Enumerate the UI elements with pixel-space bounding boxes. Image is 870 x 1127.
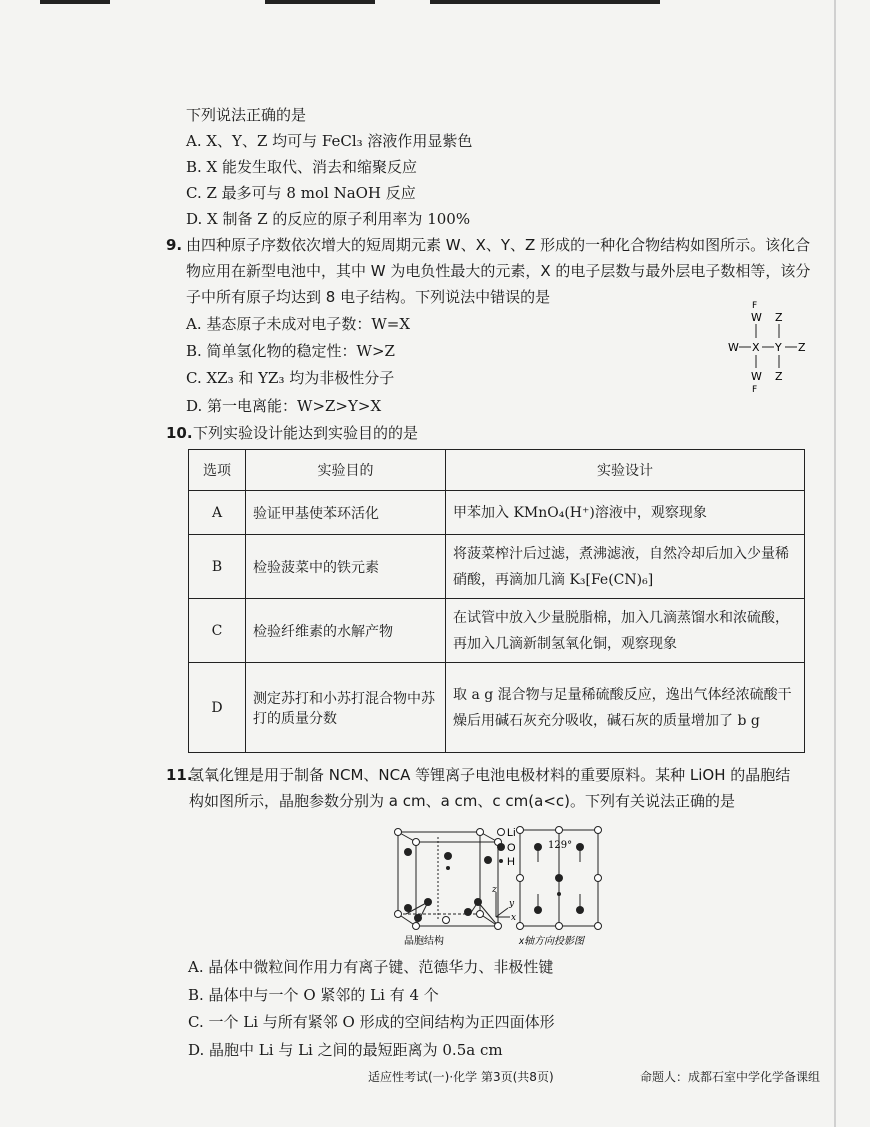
table-row (189, 491, 805, 535)
header-purpose: 实验目的 (246, 450, 446, 491)
q8-option-b: B. X 能发生取代、消去和缩聚反应 (186, 158, 418, 176)
scan-edge-top-right (430, 0, 660, 4)
q9-option-b: B. 简单氢化物的稳定性：W>Z (186, 342, 395, 360)
row-c-purpose: 检验纤维素的水解产物 (246, 599, 446, 663)
f-bottom-label: F (752, 385, 758, 395)
scan-edge-top-mid (265, 0, 375, 4)
caption-projection: x轴方向投影图 (519, 936, 584, 947)
table-row (189, 535, 805, 599)
q11-stem-line-2: 构如图所示，晶胞参数分别为 a cm、a cm、c cm(a<c)。下列有关说法正确的是 (189, 792, 735, 810)
row-d-design: 取 a g 混合物与足量稀硫酸反应，逸出气体经浓硫酸干燥后用碱石灰充分吸收，碱石灰的质量增加了 b g (446, 663, 805, 753)
lioh-crystal-figure (388, 822, 618, 950)
header-option: 选项 (189, 450, 246, 491)
row-b-design: 将菠菜榨汁后过滤，煮沸滤液，自然冷却后加入少量稀硝酸，再滴加几滴 K₃[Fe(CN)₆] (446, 535, 805, 599)
q11-option-b: B. 晶体中与一个 O 紧邻的 Li 有 4 个 (188, 986, 439, 1004)
q11-stem-line-1: 氢氧化锂是用于制备 NCM、NCA 等锂离子电池电极材料的重要原料。某种 LiOH 的晶胞结 (189, 766, 791, 784)
row-a-purpose: 验证甲基使苯环活化 (246, 491, 446, 535)
q10-number: 10. (166, 424, 193, 442)
page-footer-author: 命题人：成都石室中学化学备课组 (640, 1070, 821, 1084)
q9-option-c: C. XZ₃ 和 YZ₃ 均为非极性分子 (186, 369, 395, 387)
table-row (189, 599, 805, 663)
q11-option-d: D. 晶胞中 Li 与 Li 之间的最短距离为 0.5a cm (188, 1041, 503, 1059)
x-center: X (752, 341, 760, 354)
w-bottom-left: W (751, 370, 762, 383)
angle-label: 129° (548, 840, 573, 851)
row-b-purpose: 检验菠菜中的铁元素 (246, 535, 446, 599)
q8-option-a: A. X、Y、Z 均可与 FeCl₃ 溶液作用显紫色 (186, 132, 473, 150)
table-row (189, 663, 805, 753)
row-a-design: 甲苯加入 KMnO₄(H⁺)溶液中，观察现象 (446, 491, 805, 535)
q11-option-a: A. 晶体中微粒间作用力有离子键、范德华力、非极性键 (188, 958, 554, 976)
q9-structure-diagram (725, 300, 815, 400)
legend-h-symbol (499, 859, 503, 863)
q9-stem-line-1: 由四种原子序数依次增大的短周期元素 W、X、Y、Z 形成的一种化合物结构如图所示。该化合 (186, 236, 811, 254)
row-d-purpose: 测定苏打和小苏打混合物中苏打的质量分数 (246, 663, 446, 753)
q9-option-d: D. 第一电离能：W>Z>Y>X (186, 397, 382, 415)
axis-x-label: x (511, 913, 517, 923)
y-center: Y (775, 341, 782, 354)
table-header-row (189, 450, 805, 491)
q9-number: 9. (166, 236, 183, 254)
q11-option-c: C. 一个 Li 与所有紧邻 O 形成的空间结构为正四面体形 (188, 1013, 555, 1031)
q8-option-d: D. X 制备 Z 的反应的原子利用率为 100% (186, 210, 471, 228)
z-bottom-right: Z (775, 370, 783, 383)
axis-y-label: y (509, 899, 515, 909)
legend-o-label: O (507, 842, 516, 854)
legend-li-symbol (498, 829, 505, 836)
scan-edge-top-left (40, 0, 110, 4)
q9-stem-line-3: 子中所有原子均达到 8 电子结构。下列说法中错误的是 (186, 288, 551, 306)
q11-number: 11. (166, 766, 193, 784)
scan-edge-right (834, 0, 836, 1127)
row-d-option: D (189, 663, 246, 753)
f-top-label: F (752, 301, 758, 311)
legend-h-label: H (507, 856, 515, 868)
page-footer-center: 适应性考试(一)·化学 第3页(共8页) (368, 1070, 554, 1084)
q9-stem-line-2: 物应用在新型电池中，其中 W 为电负性最大的元素，X 的电子层数与最外层电子数相等，该分 (186, 262, 811, 280)
caption-unit-cell: 晶胞结构 (404, 936, 444, 947)
row-b-option: B (189, 535, 246, 599)
q10-stem: 下列实验设计能达到实验目的的是 (193, 424, 419, 442)
q8-stem: 下列说法正确的是 (186, 106, 307, 124)
row-c-design: 在试管中放入少量脱脂棉，加入几滴蒸馏水和浓硫酸，再加入几滴新制氢氧化铜，观察现象 (446, 599, 805, 663)
atom-legend (497, 827, 516, 868)
w-mid-left: W (728, 341, 739, 354)
legend-li-label: Li (507, 827, 516, 839)
w-top-left: W (751, 311, 762, 324)
row-a-option: A (189, 491, 246, 535)
axis-z-label: z (492, 885, 497, 895)
legend-o-symbol (497, 843, 505, 851)
experiment-table (188, 449, 805, 753)
q9-option-a: A. 基态原子未成对电子数：W=X (186, 315, 411, 333)
row-c-option: C (189, 599, 246, 663)
z-top-right: Z (775, 311, 783, 324)
z-mid-right: Z (798, 341, 806, 354)
q8-option-c: C. Z 最多可与 8 mol NaOH 反应 (186, 184, 416, 202)
header-design: 实验设计 (446, 450, 805, 491)
